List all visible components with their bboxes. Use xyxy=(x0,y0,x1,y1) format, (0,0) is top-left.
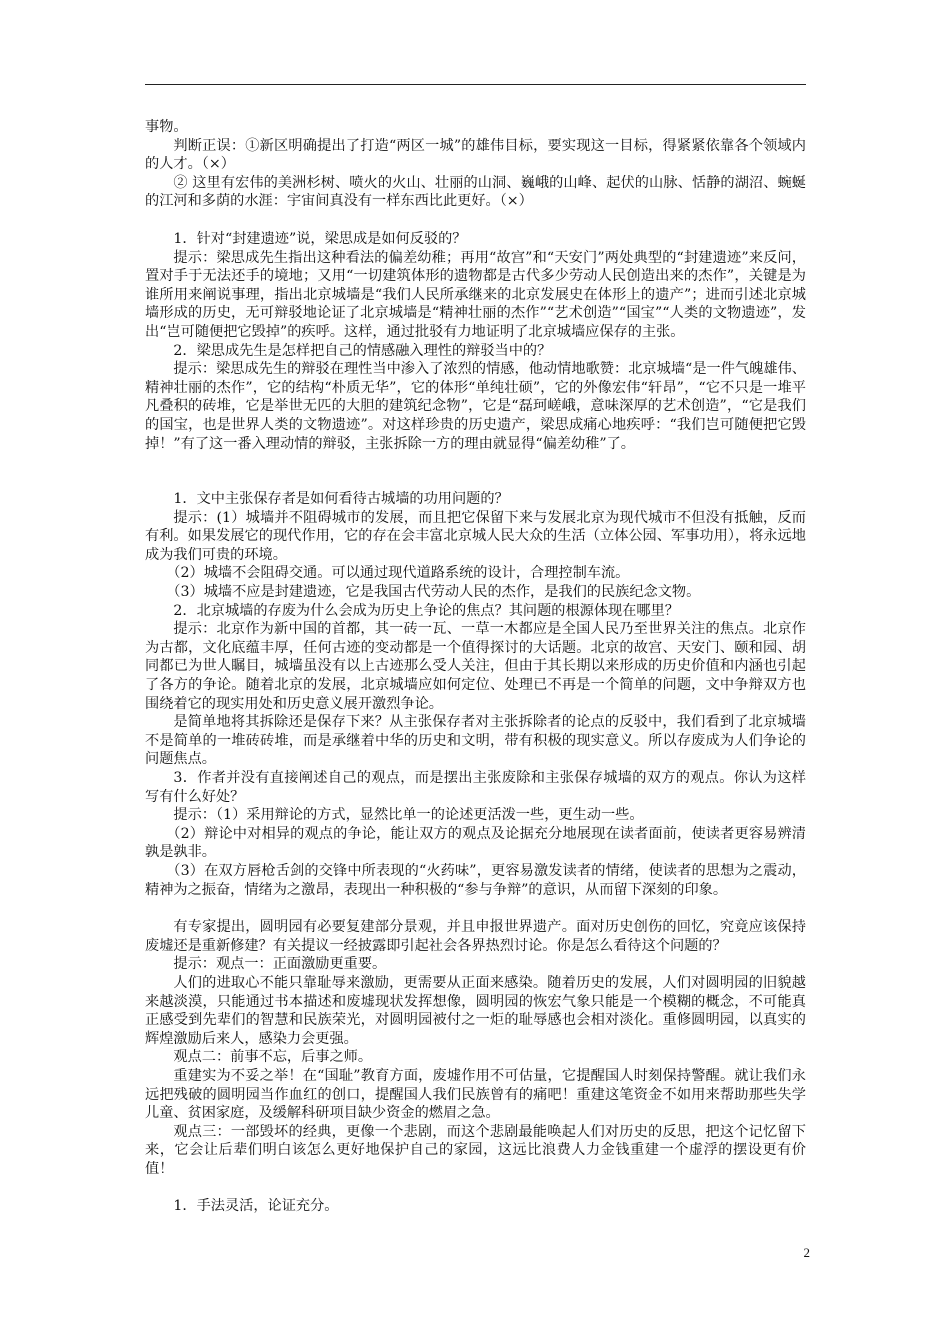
header-rule xyxy=(145,84,806,85)
paragraph: 提示：(1）城墙并不阻碍城市的发展，而且把它保留下来与发展北京为现代城市不但没有抵触，反而有利。如果发展它的现代作用，它的存在会丰富北京城人民大众的生活（立体公园、军事功用），将永远地成为我们可贵的环境。 xyxy=(145,509,806,563)
paragraph: 提示：北京作为新中国的首都，其一砖一瓦、一草一木都应是全国人民乃至世界关注的焦点。北京作为古都，文化底蕴丰厚，任何古迹的变动都是一个值得探讨的大话题。北京的故宫、天安门、颐和园、胡同都已为世人瞩目，城墙虽没有以上古迹那么受人关注，但由于其长期以来形成的历史价值和内涵也引起了各方的争论。随着北京的发展，北京城墙应如何定位、处理已不再是一个简单的问题，文中争辩双方也围绕着它的现实用处和历史意义展开激烈争论。 xyxy=(145,621,806,712)
paragraph: 3．作者并没有直接阐述自己的观点，而是摆出主张废除和主张保存城墙的双方的观点。你认为这样写有什么好处？ xyxy=(145,770,806,805)
paragraph: 观点二：前事不忘，后事之师。 xyxy=(173,1049,373,1066)
paragraph: 提示：（1）采用辩论的方式，显然比单一的论述更活泼一些，更生动一些。 xyxy=(173,807,644,824)
paragraph: 提示：观点一：正面激励更重要。 xyxy=(173,956,387,973)
paragraph: （2）辩论中对相异的观点的争论，能让双方的观点及论据充分地展现在读者面前，使读者更容易辨清孰是孰非。 xyxy=(145,825,806,861)
section-gap xyxy=(145,1178,806,1197)
paragraph: 提示：梁思成先生的辩驳在理性当中渗入了浓烈的情感，他动情地歌赞：北京城墙“是一件气魄雄伟、精神壮丽的杰作”，它的结构“朴质无华”，它的体形“单纯壮硕”，它的外像宏伟“轩昂”，“它不只是一堆平凡叠积的砖堆，它是举世无匹的大胆的建筑纪念物”，它是“磊珂嵯峨，意味深厚的艺术创造”，“它是我们的国宝，也是世界人类的文物遗迹”。对这样珍贵的历史遗产，梁思成痛心地疾呼：“我们岂可随便把它毁掉！”有了这一番入理动情的辩驳，主张拆除一方的理由就显得“偏差幼稚”了。 xyxy=(145,361,806,452)
page-number: 2 xyxy=(803,1245,810,1260)
paragraph: （3）城墙不应是封建遗迹，它是我国古代劳动人民的杰作，是我们的民族纪念文物。 xyxy=(166,584,701,601)
paragraph: （2）城墙不会阻碍交通。可以通过现代道路系统的设计，合理控制车流。 xyxy=(166,565,630,582)
section-gap xyxy=(145,211,806,230)
paragraph: 观点三：一部毁坏的经典，更像一个悲剧，而这个悲剧最能唤起人们对历史的反思，把这个记忆留下来，它会让后辈们明白该怎么更好地保护自己的家园，这远比浪费人力金钱重建一个虚浮的摆设更有价值！ xyxy=(145,1123,806,1177)
paragraph: 1．手法灵活，论证充分。 xyxy=(173,1198,339,1215)
paragraph: 是简单地将其拆除还是保存下来？从主张保存者对主张拆除者的论点的反驳中，我们看到了北京城墙不是简单的一堆砖砖堆，而是承继着中华的历史和文明，带有积极的现实意义。所以存废成为人们争论的问题焦点。 xyxy=(145,714,806,768)
document-body xyxy=(145,118,806,1216)
paragraph: 有专家提出，圆明园有必要复建部分景观，并且申报世界遗产。面对历史创伤的回忆，究竟应该保持废墟还是重新修建？有关提议一经披露即引起社会各界热烈讨论。你是怎么看待这个问题的？ xyxy=(145,919,806,954)
paragraph: 1．针对“封建遗迹”说，梁思成是如何反驳的？ xyxy=(173,230,467,247)
section-gap xyxy=(145,899,806,918)
paragraph: 提示：梁思成先生指出这种看法的偏差幼稚；再用“故宫”和“天安门”两处典型的“封建遗迹”来反问，置对手于无法还手的境地；又用“一切建筑体形的遗物都是古代多少劳动人民创造出来的杰作”，关键是为谁所用来阐说事理，指出北京城墙是“我们人民所承继来的北京发展史在体形上的遗产”；进而引述北京城墙形成的历史，无可辩驳地论证了北京城墙是“精神壮丽的杰作”“艺术创造”“国宝”“人类的文物遗迹”，发出“岂可随便把它毁掉”的疾呼。这样，通过批驳有力地证明了北京城墙应保存的主张。 xyxy=(145,249,806,340)
paragraph: 事物。 xyxy=(145,119,188,135)
paragraph: 重建实为不妥之举！在“国耻”教育方面，废墟作用不可估量，它提醒国人时刻保持警醒。就让我们永远把残破的圆明园当作血红的创口，提醒国人我们民族曾有的痛吧！重建这笔资金不如用来帮助那些失学儿童、贫困家庭，及缓解科研项目缺少资金的燃眉之急。 xyxy=(145,1067,806,1122)
paragraph: 判断正误：①新区明确提出了打造“两区一城”的雄伟目标，要实现这一目标，得紧紧依靠各个领域内的人才。（×） xyxy=(145,137,806,173)
paragraph: 2．梁思成先生是怎样把自己的情感融入理性的辩驳当中的？ xyxy=(173,342,552,359)
paragraph: 1．文中主张保存者是如何看待古城墙的功用问题的？ xyxy=(173,491,509,508)
paragraph: 人们的进取心不能只靠耻辱来激励，更需要从正面来感染。随着历史的发展，人们对圆明园的旧貌越来越淡漠，只能通过书本描述和废墟现状发挥想像，圆明园的恢宏气象只能是一个模糊的概念，不可能真正感受到先辈们的智慧和民族荣光，对圆明园被付之一炬的耻辱感也会相对淡化。重修圆明园，以真实的辉煌激励后来人，感染力会更强。 xyxy=(145,974,806,1047)
paragraph: ② 这里有宏伟的美洲杉树、喷火的火山、壮丽的山洞、巍峨的山峰、起伏的山脉、恬静的湖沼、蜿蜒的江河和多荫的水涯：宇宙间真没有一样东西比此更好。（×） xyxy=(145,174,806,210)
section-gap xyxy=(145,453,806,490)
paragraph: 2．北京城墙的存废为什么会成为历史上争论的焦点？其问题的根源体现在哪里？ xyxy=(173,602,679,619)
paragraph: （3）在双方唇枪舌剑的交锋中所表现的“火药味”，更容易激发读者的情绪，使读者的思想为之震动，精神为之振奋，情绪为之激昂，表现出一种积极的“参与争辩”的意识，从而留下深刻的印象。 xyxy=(145,862,806,898)
